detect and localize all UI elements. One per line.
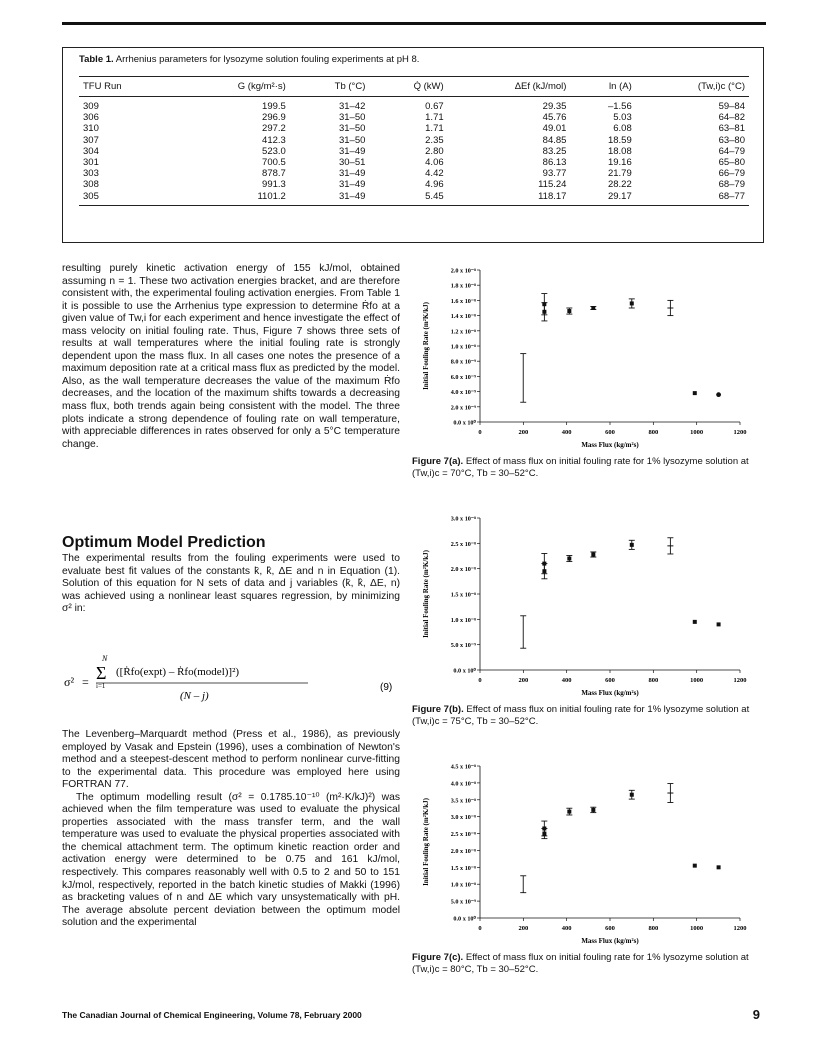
data-point bbox=[717, 622, 721, 626]
y-tick-label: 3.5 x 10⁻⁸ bbox=[450, 797, 476, 805]
table-cell: 29.35 bbox=[542, 101, 567, 112]
table-cell: –1.56 bbox=[607, 101, 632, 112]
x-tick-label: 200 bbox=[518, 925, 529, 932]
paragraph-3: The Levenberg–Marquardt method (Press et al., 1986), as previously employed by Vasak and Epstein (1996), uses a combination of Newton's method and a steepest-descent method to perform nonlinear curve-fitting to the experimental data. This procedure was employed here using FORTRAN 77. bbox=[62, 729, 400, 791]
table-row bbox=[79, 157, 749, 168]
eq-numerator: ([Ṙfo(expt) – Ṙfo(model)]²) bbox=[116, 666, 240, 678]
figure-7c-chart bbox=[412, 758, 757, 950]
figure-7b-caption bbox=[412, 704, 757, 727]
data-point bbox=[542, 569, 546, 573]
table-row bbox=[79, 123, 749, 134]
table-row bbox=[79, 168, 749, 179]
body-column-bottom bbox=[62, 729, 400, 930]
table-body bbox=[79, 97, 749, 206]
y-tick-label: 1.0 x 10⁻⁸ bbox=[450, 343, 476, 351]
table-cell: 64–79 bbox=[718, 145, 745, 157]
table-cell: 30–51 bbox=[338, 157, 366, 169]
figure-7c-caption bbox=[412, 952, 757, 975]
figure-7b-label: Figure 7(b). bbox=[412, 704, 464, 715]
data-point bbox=[567, 810, 571, 814]
table-header-cell: TFU Run bbox=[79, 77, 175, 97]
table-cell: 5.03 bbox=[613, 112, 632, 124]
y-tick-label: 1.8 x 10⁻⁸ bbox=[450, 282, 476, 290]
figure-7a-chart bbox=[412, 262, 757, 454]
table-header-row bbox=[79, 77, 749, 97]
table-cell: 31–50 bbox=[338, 112, 366, 124]
table-cell: 31–49 bbox=[338, 168, 366, 180]
section-title: Optimum Model Prediction bbox=[62, 534, 266, 551]
x-tick-label: 400 bbox=[561, 429, 572, 436]
data-point bbox=[591, 552, 595, 556]
y-tick-label: 1.0 x 10⁻⁸ bbox=[450, 616, 476, 624]
table-cell: 18.08 bbox=[607, 145, 632, 157]
table-cell: 49.01 bbox=[542, 123, 567, 135]
x-tick-label: 1000 bbox=[690, 677, 704, 684]
x-axis-label: Mass Flux (kg/m²s) bbox=[581, 441, 639, 449]
data-point bbox=[591, 808, 595, 812]
eq-lhs: σ² bbox=[64, 675, 75, 689]
equation-9 bbox=[62, 650, 402, 710]
paragraph-4: The optimum modelling result (σ² = 0.1785.10⁻¹⁰ (m²·K/kJ)²) was achieved when the film temperature was used to evaluate the physical properties associated with the mass transfer term, and the wall temperature was used to evaluate the physical properties associated with the chemical attachment term. The optimum kinetic reaction order and activation energy were determined to be 0.75 and 161 kJ/mol, respectively. This compares reasonably well with 0.5 to 2 and 50 to 151 kJ/mol, respectively, reported in the batch kinetic studies of Makki (1996) as bracketing values of n and ΔE which vary unsystematically with pH. The average absolute percent deviation between the optimum model solution and the experimental bbox=[62, 791, 400, 929]
body-column-top bbox=[62, 263, 400, 451]
table-cell: 31–50 bbox=[338, 123, 366, 135]
table-cell: 66–79 bbox=[718, 168, 745, 180]
table-row bbox=[79, 135, 749, 146]
table-row bbox=[79, 112, 749, 123]
y-tick-label: 2.0 x 10⁻⁸ bbox=[450, 847, 476, 855]
x-tick-label: 0 bbox=[478, 925, 482, 932]
figure-7b bbox=[412, 510, 757, 727]
paragraph-2: The experimental results from the fouling experiments were used to evaluate best fit values of the constants k̄, k̂, ΔE and n in Equation (1). Solution of this equation for N sets of data and j variables (k̄, k̂, ΔE, n) was achieved using a nonlinear least squares regression, by minimizing σ² in: bbox=[62, 553, 400, 615]
x-tick-label: 800 bbox=[648, 429, 659, 436]
eq-equals: = bbox=[82, 675, 89, 689]
table-cell: 21.79 bbox=[607, 168, 632, 180]
table-row bbox=[79, 179, 749, 190]
data-point bbox=[567, 557, 571, 561]
table-cell: 83.25 bbox=[542, 145, 567, 157]
table-header-cell: ln (A) bbox=[570, 77, 635, 97]
table-cell: 305 bbox=[79, 191, 175, 206]
figure-7c bbox=[412, 758, 757, 975]
table-cell: 28.22 bbox=[607, 179, 632, 191]
eq-denominator: (N – j) bbox=[180, 690, 209, 702]
y-tick-label: 8.0 x 10⁻⁹ bbox=[450, 358, 476, 366]
table-cell: 6.08 bbox=[613, 123, 632, 135]
table-cell: 31–49 bbox=[290, 191, 370, 206]
data-point bbox=[693, 620, 697, 624]
y-tick-label: 1.6 x 10⁻⁸ bbox=[450, 297, 476, 305]
x-tick-label: 0 bbox=[478, 429, 482, 436]
table-cell: 31–50 bbox=[338, 134, 366, 146]
x-tick-label: 1200 bbox=[733, 677, 747, 684]
data-point bbox=[693, 391, 697, 395]
table-cell: 68–77 bbox=[636, 191, 749, 206]
table-cell: 412.3 bbox=[262, 134, 286, 146]
table-cell: 4.42 bbox=[425, 168, 444, 180]
x-tick-label: 1200 bbox=[733, 925, 747, 932]
table-cell: 19.16 bbox=[607, 157, 632, 169]
data-point bbox=[567, 309, 571, 313]
table-cell: 991.3 bbox=[262, 179, 286, 191]
journal-footer: The Canadian Journal of Chemical Engineering, Volume 78, February 2000 bbox=[62, 1010, 362, 1020]
table-row bbox=[79, 146, 749, 157]
figure-7a-label: Figure 7(a). bbox=[412, 456, 464, 467]
table-cell: 306 bbox=[83, 112, 99, 124]
eq-sum-bottom: i=1 bbox=[96, 682, 106, 690]
table-cell: 68–79 bbox=[718, 179, 745, 191]
table-cell: 304 bbox=[83, 145, 99, 157]
y-tick-label: 0.0 x 10⁰ bbox=[453, 667, 476, 675]
y-tick-label: 0.0 x 10⁰ bbox=[453, 915, 476, 923]
table-cell: 115.24 bbox=[538, 179, 567, 191]
data-point bbox=[591, 306, 595, 310]
data-point bbox=[630, 543, 634, 547]
y-tick-label: 0.0 x 10⁰ bbox=[453, 419, 476, 427]
table-caption bbox=[79, 54, 419, 65]
table-cell: 31–42 bbox=[338, 101, 366, 112]
x-tick-label: 200 bbox=[518, 429, 529, 436]
y-axis-label: Initial Fouling Rate (m²K/kJ) bbox=[422, 302, 430, 390]
y-tick-label: 1.5 x 10⁻⁸ bbox=[450, 591, 476, 599]
table-cell: 18.59 bbox=[607, 134, 632, 146]
data-point bbox=[693, 864, 697, 868]
y-tick-label: 1.4 x 10⁻⁸ bbox=[450, 313, 476, 321]
top-rule bbox=[62, 22, 766, 25]
table-cell: 45.76 bbox=[542, 112, 567, 124]
table-cell: 700.5 bbox=[262, 157, 286, 169]
paragraph-1: resulting purely kinetic activation energy of 155 kJ/mol, obtained assuming n = 1. These two activation energies bracket, and are therefore consistent with, the experimental fouling activation energies. From Table 1 it is possible to use the Arrhenius type expression to determine Ṙfo at a given value of Tw,i for each experiment and hence investigate the effect of mass velocity on initial fouling rate. Thus, Figure 7 shows three sets of results at wall temperatures where the initial fouling rate is strongly dependent upon the mass flux. In all cases one notes the presence of a maximum deposition rate at a critical mass flux as predicted by the model. Also, as the wall temperature decreases the value of the maximum Ṙfo decreases, and the location of the maximum shifts towards a decreasing mass flux, both trends again being consistent with the model. The three plots indicate a strong dependence of fouling rate on wall temperature, with appreciable differences in rates observed for only a 5°C temperature change. bbox=[62, 263, 400, 450]
table-cell: 301 bbox=[83, 157, 99, 169]
y-tick-label: 3.0 x 10⁻⁸ bbox=[450, 814, 476, 822]
table-cell: 310 bbox=[83, 123, 99, 135]
y-tick-label: 2.0 x 10⁻⁸ bbox=[450, 566, 476, 574]
table-cell: 4.06 bbox=[425, 157, 444, 169]
y-tick-label: 4.5 x 10⁻⁸ bbox=[450, 763, 476, 771]
table-cell: 1101.2 bbox=[175, 191, 290, 206]
table-cell: 84.85 bbox=[542, 134, 567, 146]
y-tick-label: 2.5 x 10⁻⁸ bbox=[450, 540, 476, 548]
eq-sigma: Σ bbox=[96, 663, 107, 683]
table-cell: 0.67 bbox=[425, 101, 444, 112]
x-tick-label: 400 bbox=[561, 925, 572, 932]
figure-7a-caption bbox=[412, 456, 757, 479]
table-header-cell: G (kg/m²·s) bbox=[175, 77, 290, 97]
table-cell: 2.80 bbox=[425, 145, 444, 157]
x-tick-label: 200 bbox=[518, 677, 529, 684]
y-tick-label: 2.0 x 10⁻⁹ bbox=[450, 404, 476, 412]
table-cell: 31–49 bbox=[338, 179, 366, 191]
y-axis-label: Initial Fouling Rate (m²K/kJ) bbox=[422, 798, 430, 886]
table-header-cell: (Tw,i)c (°C) bbox=[636, 77, 749, 97]
y-tick-label: 4.0 x 10⁻⁸ bbox=[450, 780, 476, 788]
table-cell: 309 bbox=[83, 101, 99, 112]
table-cell: 93.77 bbox=[542, 168, 567, 180]
table-header-cell: Tb (°C) bbox=[290, 77, 370, 97]
x-axis-label: Mass Flux (kg/m²s) bbox=[581, 937, 639, 945]
y-tick-label: 6.0 x 10⁻⁹ bbox=[450, 373, 476, 381]
x-tick-label: 1200 bbox=[733, 429, 747, 436]
y-tick-label: 5.0 x 10⁻⁹ bbox=[450, 898, 476, 906]
table-cell: 296.9 bbox=[262, 112, 286, 124]
y-tick-label: 3.0 x 10⁻⁸ bbox=[450, 515, 476, 523]
table-cell: 63–81 bbox=[718, 123, 745, 135]
y-tick-label: 1.2 x 10⁻⁸ bbox=[450, 328, 476, 336]
figure-7a bbox=[412, 262, 757, 479]
table-cell: 31–49 bbox=[338, 145, 366, 157]
table-cell: 1.71 bbox=[425, 123, 444, 135]
x-axis-label: Mass Flux (kg/m²s) bbox=[581, 689, 639, 697]
table-cell: 59–84 bbox=[718, 101, 745, 112]
data-point bbox=[630, 301, 634, 305]
table-row bbox=[79, 191, 749, 206]
table-row bbox=[79, 97, 749, 113]
table-cell: 1.71 bbox=[425, 112, 444, 124]
y-tick-label: 5.0 x 10⁻⁹ bbox=[450, 642, 476, 650]
y-tick-label: 1.5 x 10⁻⁸ bbox=[450, 864, 476, 872]
table-cell: 878.7 bbox=[262, 168, 286, 180]
x-tick-label: 800 bbox=[648, 677, 659, 684]
table-cell: 303 bbox=[83, 168, 99, 180]
table-cell: 4.96 bbox=[425, 179, 444, 191]
x-tick-label: 600 bbox=[605, 677, 615, 684]
table-cell: 86.13 bbox=[542, 157, 567, 169]
data-point bbox=[542, 310, 546, 314]
y-tick-label: 2.5 x 10⁻⁸ bbox=[450, 831, 476, 839]
data-point bbox=[630, 793, 634, 797]
x-tick-label: 400 bbox=[561, 677, 572, 684]
figure-7b-caption-text: Effect of mass flux on initial fouling rate for 1% lysozyme solution at (Tw,i)c = 75°C, Tb = 30–52°C. bbox=[412, 704, 750, 727]
table-1 bbox=[62, 47, 764, 243]
eq-sum-top: N bbox=[102, 654, 108, 663]
figure-7c-label: Figure 7(c). bbox=[412, 952, 464, 963]
table-cell: 63–80 bbox=[718, 134, 745, 146]
figure-7c-caption-text: Effect of mass flux on initial fouling rate for 1% lysozyme solution at (Tw,i)c = 80°C, Tb = 30–52°C. bbox=[412, 952, 749, 975]
table-cell: 307 bbox=[83, 134, 99, 146]
x-tick-label: 1000 bbox=[690, 429, 704, 436]
figure-7b-chart bbox=[412, 510, 757, 702]
x-tick-label: 600 bbox=[605, 429, 615, 436]
data-point bbox=[542, 832, 546, 836]
table-cell: 65–80 bbox=[718, 157, 745, 169]
equation-svg bbox=[62, 650, 402, 714]
x-tick-label: 1000 bbox=[690, 925, 704, 932]
table-cell: 199.5 bbox=[262, 101, 286, 112]
body-column-mid bbox=[62, 553, 400, 616]
table-header-cell: Q̇ (kW) bbox=[369, 77, 447, 97]
data-point bbox=[716, 392, 721, 397]
page-number: 9 bbox=[752, 1007, 760, 1022]
table-cell: 64–82 bbox=[718, 112, 745, 124]
y-tick-label: 4.0 x 10⁻⁹ bbox=[450, 389, 476, 397]
y-tick-label: 2.0 x 10⁻⁸ bbox=[450, 267, 476, 275]
table-caption-text: Arrhenius parameters for lysozyme solution fouling experiments at pH 8. bbox=[115, 54, 420, 65]
figure-7a-caption-text: Effect of mass flux on initial fouling rate for 1% lysozyme solution at (Tw,i)c = 70°C, Tb = 30–52°C. bbox=[412, 456, 749, 479]
table-cell: 118.17 bbox=[448, 191, 571, 206]
arrhenius-table bbox=[79, 76, 749, 206]
table-header-cell: ΔEf (kJ/mol) bbox=[448, 77, 571, 97]
eq-number: (9) bbox=[380, 682, 393, 693]
table-cell: 5.45 bbox=[369, 191, 447, 206]
y-axis-label: Initial Fouling Rate (m²K/kJ) bbox=[422, 550, 430, 638]
table-cell: 523.0 bbox=[262, 145, 286, 157]
table-cell: 308 bbox=[83, 179, 99, 191]
y-tick-label: 1.0 x 10⁻⁸ bbox=[450, 881, 476, 889]
x-tick-label: 800 bbox=[648, 925, 659, 932]
table-cell: 29.17 bbox=[570, 191, 635, 206]
data-point bbox=[717, 865, 721, 869]
table-label: Table 1. bbox=[79, 54, 114, 65]
x-tick-label: 600 bbox=[605, 925, 615, 932]
x-tick-label: 0 bbox=[478, 677, 482, 684]
table-cell: 297.2 bbox=[262, 123, 286, 135]
table-cell: 2.35 bbox=[425, 134, 444, 146]
